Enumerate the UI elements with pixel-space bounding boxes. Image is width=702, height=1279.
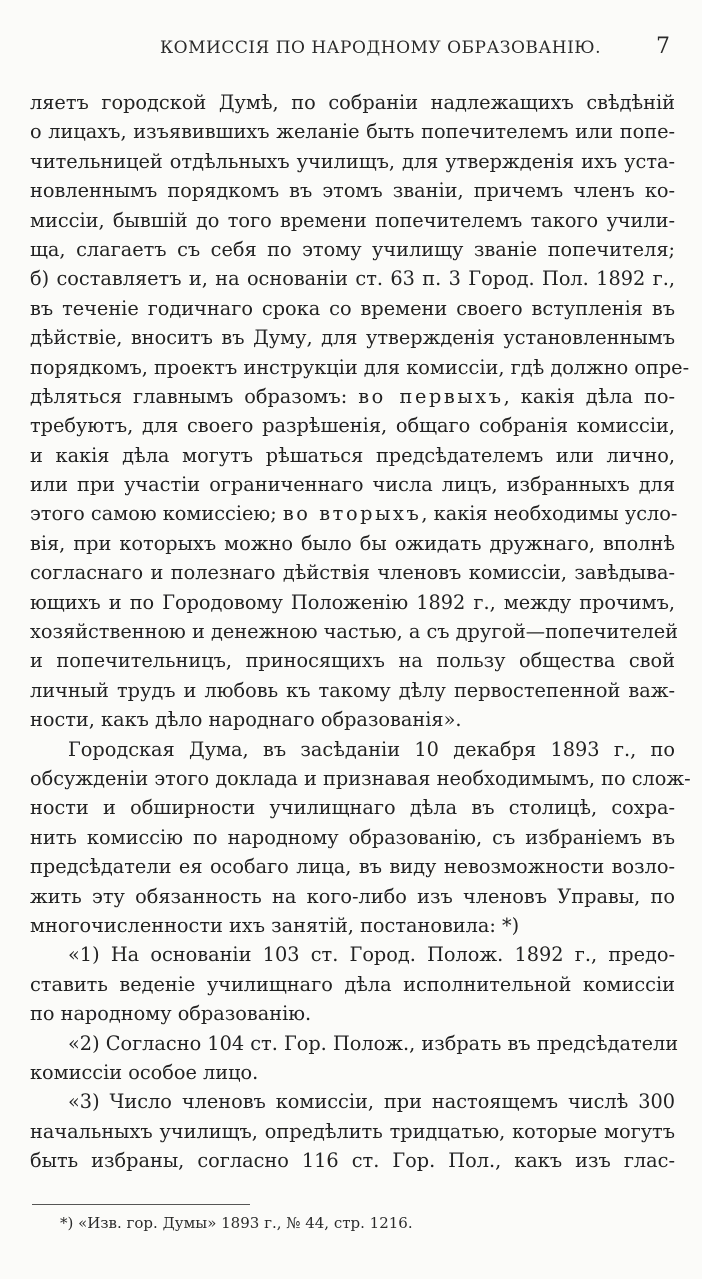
text-line: ща, слагаетъ съ себя по этому училищу званіе попечителя; [30, 237, 675, 261]
page-number: 7 [656, 34, 670, 59]
text-line: «2) Согласно 104 ст. Гор. Полож., избрать въ предсѣдатели [68, 1031, 679, 1055]
footnote: *) «Изв. гор. Думы» 1893 г., № 44, стр. 1216. [60, 1214, 413, 1232]
text-run: дѣляться главнымъ образомъ: [30, 384, 359, 408]
resolution-item-1 [30, 940, 675, 1028]
running-title: КОМИССІЯ ПО НАРОДНОМУ ОБРАЗОВАНІЮ. [160, 38, 601, 58]
text-line: согласнаго и полезнаго дѣйствія членовъ комиссіи, завѣдыва- [30, 561, 675, 585]
text-line: многочисленности ихъ занятій, постановила: *) [30, 913, 520, 937]
text-line: ляетъ городской Думѣ, по собраніи надлежащихъ свѣдѣній [30, 91, 675, 114]
text-line: обсужденіи этого доклада и признавая необходимымъ, по слож- [30, 766, 691, 790]
text-line: требуютъ, для своего разрѣшенія, общаго собранія комиссіи, [30, 414, 675, 438]
spaced-emphasis: во первыхъ [358, 384, 504, 408]
text-line: чительницей отдѣльныхъ училищъ, для утвержденія ихъ уста- [30, 149, 675, 173]
text-line: ющихъ и по Городовому Положенію 1892 г., между прочимъ, [30, 590, 675, 614]
text-line: и попечительницъ, приносящихъ на пользу общества свой [30, 649, 675, 673]
paragraph-2 [30, 735, 691, 941]
text-line: дѣйствіе, вноситъ въ Думу, для утвержденія установленнымъ [30, 326, 675, 350]
resolution-item-3 [30, 1087, 675, 1175]
text-line: комиссіи особое лицо. [30, 1060, 259, 1084]
text-line: миссіи, бывшій до того времени попечителемъ такого учили- [30, 208, 675, 232]
text-line: хозяйственною и денежною частью, а съ другой—попечителей [30, 620, 678, 644]
text-line: «1) На основаніи 103 ст. Город. Полож. 1892 г., предо- [68, 943, 675, 967]
spaced-emphasis: во вторыхъ [282, 502, 422, 526]
text-line: новленнымъ порядкомъ въ этомъ званіи, причемъ членъ ко- [30, 179, 675, 203]
text-line: и какія дѣла могутъ рѣшаться предсѣдателемъ или лично, [30, 443, 675, 467]
text-line [30, 499, 678, 528]
text-line: ности и обширности училищнаго дѣла въ столицѣ, сохра- [30, 796, 675, 820]
text-line: б) составляетъ и, на основаніи ст. 63 п. 3 Город. Пол. 1892 г., [30, 267, 675, 291]
text-line: порядкомъ, проектъ инструкціи для комиссіи, гдѣ должно опре- [30, 355, 690, 379]
text-line: вія, при которыхъ можно было бы ожидать дружнаго, вполнѣ [30, 531, 675, 555]
text-run: этого самою комиссіею; [30, 502, 283, 526]
text-line: или при участіи ограниченнаго числа лицъ, избранныхъ для [30, 473, 675, 497]
text-line: жить эту обязанность на кого-либо изъ членовъ Управы, по [30, 884, 675, 908]
text-run: , какія дѣла по- [503, 384, 675, 408]
text-line: нить комиссію по народному образованію, съ избраніемъ въ [30, 825, 675, 849]
body-text [30, 88, 691, 1175]
text-line: предсѣдатели ея особаго лица, въ виду невозможности возло- [30, 855, 675, 879]
text-line: ставить веденіе училищнаго дѣла исполнительной комиссіи [30, 972, 675, 996]
text-line: по народному образованію. [30, 1002, 312, 1026]
text-line: быть избраны, согласно 116 ст. Гор. Пол., какъ изъ глас- [30, 1149, 675, 1173]
text-line: о лицахъ, изъявившихъ желаніе быть попечителемъ или попе- [30, 120, 675, 144]
footnote-divider [32, 1204, 250, 1205]
text-line: «3) Число членовъ комиссіи, при настоящемъ числѣ 300 [68, 1090, 675, 1114]
text-line: Городская Дума, въ засѣданіи 10 декабря 1893 г., по [68, 737, 675, 761]
text-line: въ теченіе годичнаго срока со времени своего вступленія въ [30, 296, 675, 320]
text-line: ности, какъ дѣло народнаго образованія». [30, 708, 462, 732]
text-line: начальныхъ училищъ, опредѣлить тридцатью, которые могутъ [30, 1119, 675, 1143]
text-line [30, 382, 675, 411]
text-run: , какія необходимы усло- [421, 502, 678, 526]
text-line: личный трудъ и любовь къ такому дѣлу первостепенной важ- [30, 678, 675, 702]
paragraph-1 [30, 88, 690, 735]
resolution-item-2 [30, 1029, 679, 1088]
